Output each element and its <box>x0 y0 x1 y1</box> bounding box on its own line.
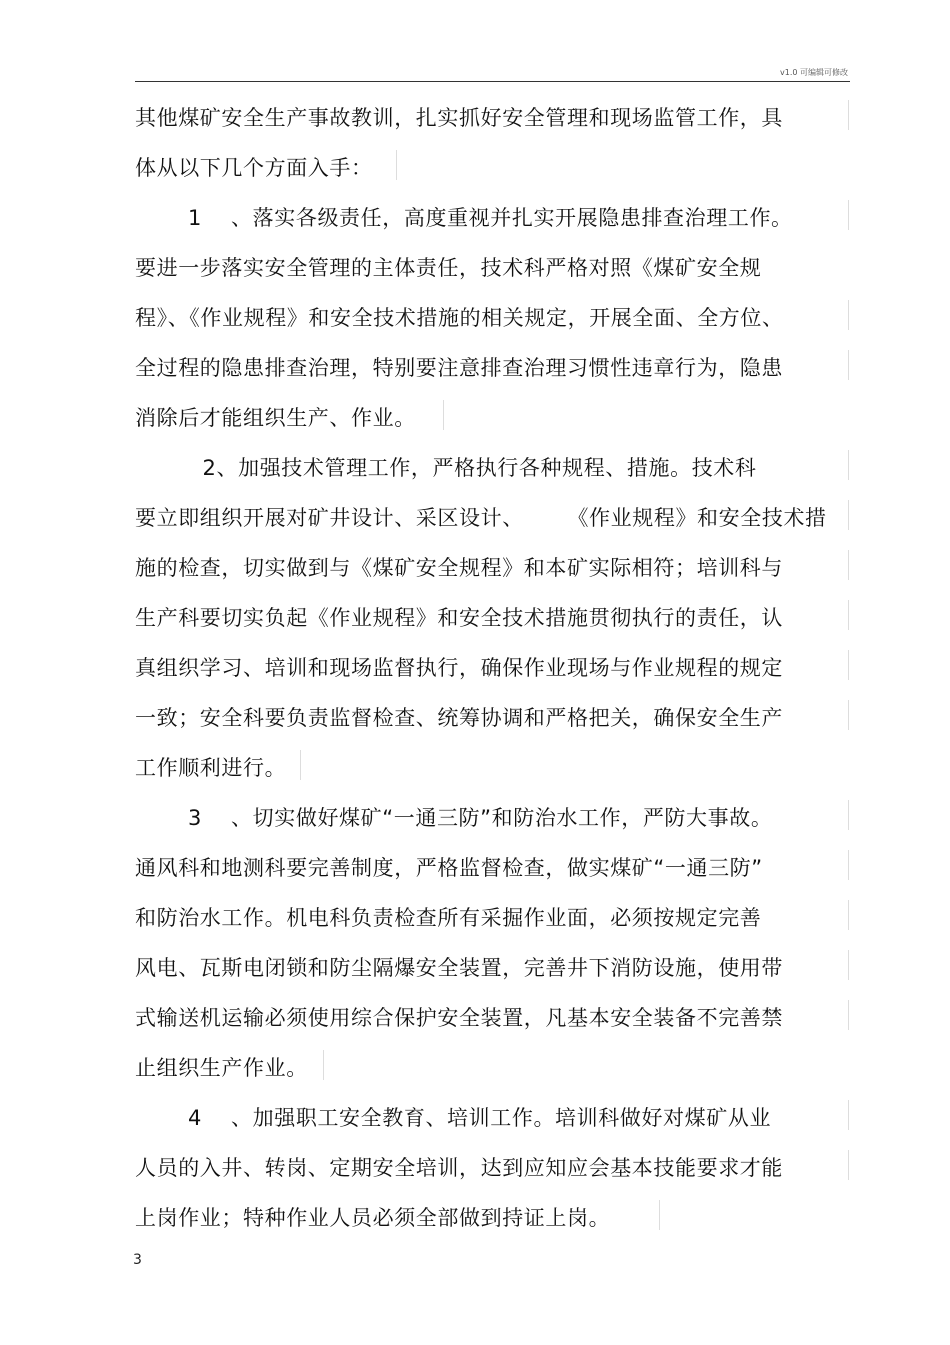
text-line: 工作顺利进行。 <box>135 753 286 783</box>
text-line: 程》、《作业规程》和安全技术措施的相关规定，开展全面、全方位、 <box>135 303 784 333</box>
text-line: 全过程的隐患排查治理，特别要注意排查治理习惯性违章行为，隐患 <box>135 353 783 383</box>
text-line: 施的检查，切实做到与《煤矿安全规程》和本矿实际相符；培训科与 <box>135 553 783 583</box>
text-line: 1 、落实各级责任，高度重视并扎实开展隐患排查治理工作。 <box>188 203 793 233</box>
text-line: 消除后才能组织生产、作业。 <box>135 403 416 433</box>
page-number: 3 <box>133 1252 142 1268</box>
text-line: 人员的入井、转岗、定期安全培训，达到应知应会基本技能要求才能 <box>135 1153 783 1183</box>
text-line: 生产科要切实负起《作业规程》和安全技术措施贯彻执行的责任，认 <box>135 603 783 633</box>
text-line: 式输送机运输必须使用综合保护安全装置，凡基本安全装备不完善禁 <box>135 1003 783 1033</box>
text-line: 4 、加强职工安全教育、培训工作。培训科做好对煤矿从业 <box>188 1103 771 1133</box>
text-line: 要立即组织开展对矿井设计、采区设计、 《作业规程》和安全技术措 <box>135 503 827 533</box>
text-line: 通风科和地测科要完善制度，严格监督检查，做实煤矿“一通三防” <box>135 853 763 883</box>
page-header-version: v1.0 可编辑可修改 <box>780 68 848 77</box>
text-line: 2、加强技术管理工作，严格执行各种规程、措施。技术科 <box>188 453 757 483</box>
text-line: 要进一步落实安全管理的主体责任，技术科严格对照《煤矿安全规 <box>135 256 762 280</box>
text-line: 3 、切实做好煤矿“一通三防”和防治水工作，严防大事故。 <box>188 803 772 833</box>
text-line: 上岗作业；特种作业人员必须全部做到持证上岗。 <box>135 1203 610 1233</box>
text-line: 止组织生产作业。 <box>135 1053 308 1083</box>
text-line: 风电、瓦斯电闭锁和防尘隔爆安全装置，完善井下消防设施，使用带 <box>135 953 783 983</box>
text-line: 和防治水工作。机电科负责检查所有采掘作业面，必须按规定完善 <box>135 903 761 933</box>
header-rule <box>135 81 850 82</box>
text-line: 真组织学习、培训和现场监督执行，确保作业现场与作业规程的规定 <box>135 653 783 683</box>
text-line: 一致；安全科要负责监督检查、统筹协调和严格把关，确保安全生产 <box>135 703 783 733</box>
text-line: 其他煤矿安全生产事故教训，扎实抓好安全管理和现场监管工作，具 <box>135 103 783 133</box>
text-line: 体从以下几个方面入手： <box>135 153 373 183</box>
